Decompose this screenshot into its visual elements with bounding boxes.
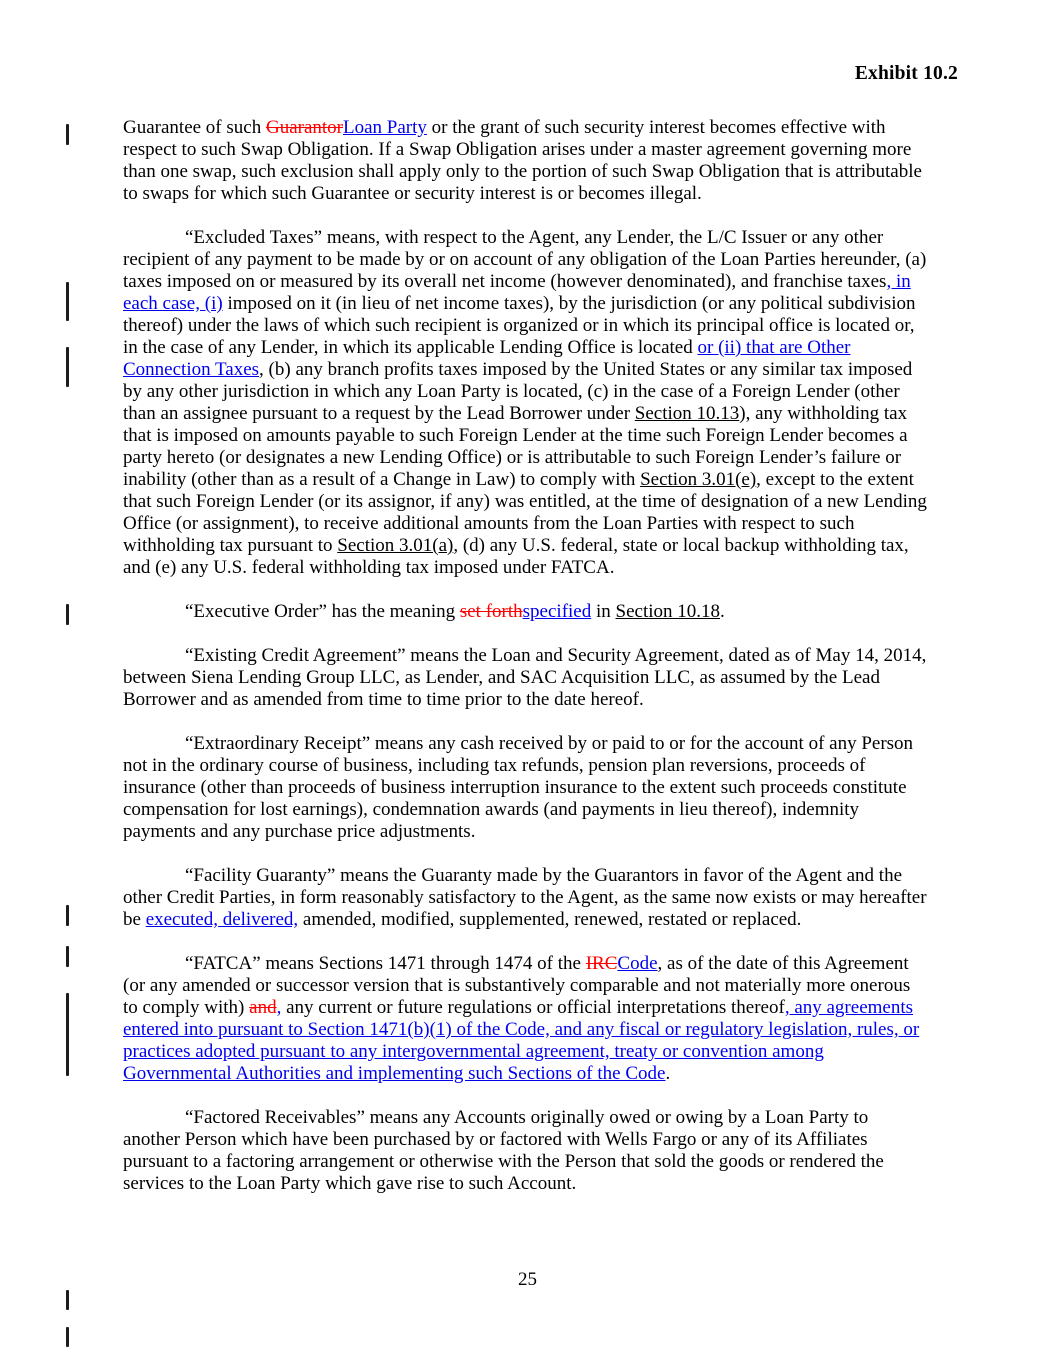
text-run: “FATCA” means Sections 1471 through 1474 of the xyxy=(185,953,586,974)
paragraph xyxy=(123,227,929,579)
deleted-text: IRC xyxy=(585,953,618,974)
change-bar xyxy=(66,946,69,967)
deleted-text: set forth xyxy=(459,601,523,622)
text-run: , except to the extent that such Foreign Lender (or its assignor, if any) was entitled, at the time of designation of a new Lending Office (or assignment), to receive additional amounts from the Loan Parties with respect to such withholding tax pursuant to xyxy=(123,469,927,556)
change-bar xyxy=(66,905,69,926)
text-run: imposed on it (in lieu of net income taxes), by the jurisdiction (or any political subdivision thereof) under the laws of which such recipient is organized or in which its principal office is located or, in the case of any Lender, in which its applicable Lending Office is located xyxy=(123,293,916,358)
text-run: “Facility Guaranty” means the Guaranty made by the Guarantors in favor of the Agent and the other Credit Parties, in form reasonably satisfactory to the Agent, as the same now exists or may hereafter be xyxy=(123,865,927,930)
text-run: , as of the date of this Agreement (or any amended or successor version that is substantively comparable and not materially more onerous to comply with) xyxy=(123,953,911,1018)
inserted-text: executed, delivered, xyxy=(145,909,299,930)
text-run: any current or future regulations or official interpretations thereof xyxy=(281,997,785,1018)
text-run: , (b) any branch profits taxes imposed by the United States or any similar tax imposed by any other jurisdiction in which any Loan Party is located, (c) in the case of a Foreign Lender (other than an assignee pursuant to a request by the Lead Borrower under xyxy=(123,359,913,424)
change-bar xyxy=(66,1290,69,1310)
text-run: “Excluded Taxes” means, with respect to the Agent, any Lender, the L/C Issuer or any other recipient of any payment to be made by or on account of any obligation of the Loan Parties hereunder, (a) taxes imposed on or measured by its overall net income (however denominated), and franchise taxes xyxy=(123,227,927,292)
paragraph xyxy=(123,645,929,711)
paragraph xyxy=(123,865,929,931)
change-bar xyxy=(66,282,69,321)
inserted-text: or (ii) that are Other Connection Taxes xyxy=(123,337,851,380)
inserted-text: specified xyxy=(522,601,592,622)
text-run: , (d) any U.S. federal, state or local backup withholding tax, and (e) any U.S. federal withholding tax imposed under FATCA. xyxy=(123,535,909,578)
paragraph xyxy=(123,953,929,1085)
inserted-text: , any agreements entered into pursuant to Section 1471(b)(1) of the Code, and any fiscal or regulatory legislation, rules, or practices adopted pursuant to any intergovernmental agreement, treaty or convention among Governmental Authorities and implementing such Sections of the Code xyxy=(123,997,920,1084)
inserted-text: , in each case, (i) xyxy=(123,271,911,314)
inserted-text: , xyxy=(276,997,282,1018)
text-run: “Factored Receivables” means any Accounts originally owed or owing by a Loan Party to another Person which have been purchased by or factored with Wells Fargo or any of its Affiliates pursuant to a factoring arrangement or otherwise with the Person that sold the goods or rendered the services to the Loan Party which gave rise to such Account. xyxy=(123,1107,884,1194)
change-bar xyxy=(66,347,69,387)
exhibit-label: Exhibit 10.2 xyxy=(854,63,958,84)
page-number: 25 xyxy=(518,1269,537,1290)
text-run: or the grant of such security interest becomes effective with respect to such Swap Obligation. If a Swap Obligation arises under a master agreement governing more than one swap, such exclusion shall apply only to the portion of such Swap Obligation that is attributable to swaps for which such Guarantee or security interest is or becomes illegal. xyxy=(123,117,922,204)
section-reference: Section 10.18 xyxy=(615,601,721,622)
section-reference: Section 3.01(e) xyxy=(640,469,757,490)
paragraph xyxy=(123,1107,929,1195)
inserted-text: Code xyxy=(617,953,658,974)
text-run: “Extraordinary Receipt” means any cash received by or paid to or for the account of any Person not in the ordinary course of business, including tax refunds, pension plan reversions, proceeds of insurance (other than proceeds of business interruption insurance to the extent such proceeds constitute compensation for lost earnings), condemnation awards (and payments in lieu thereof), indemnity payments and any purchase price adjustments. xyxy=(123,733,914,842)
paragraph xyxy=(123,733,929,843)
deleted-text: Guarantor xyxy=(265,117,343,138)
text-run: . xyxy=(720,601,725,622)
change-bar xyxy=(66,993,69,1076)
text-run: amended, modified, supplemented, renewed, restated or replaced. xyxy=(298,909,802,930)
text-run: “Executive Order” has the meaning xyxy=(185,601,460,622)
document-body xyxy=(123,117,929,1217)
section-reference: Section 10.13 xyxy=(634,403,740,424)
deleted-text: and xyxy=(249,997,277,1018)
change-bar xyxy=(66,604,69,625)
change-bar xyxy=(66,1327,69,1347)
text-run: in xyxy=(591,601,616,622)
paragraph xyxy=(123,117,929,205)
text-run: Guarantee of such xyxy=(123,117,266,138)
paragraph xyxy=(123,601,929,623)
inserted-text: Loan Party xyxy=(343,117,427,138)
text-run: ), any withholding tax that is imposed on amounts payable to such Foreign Lender at the time such Foreign Lender becomes a party hereto (or designates a new Lending Office) or is attributable to such Foreign Lender’s failure or inability (other than as a result of a Change in Law) to comply with xyxy=(123,403,908,490)
change-bar xyxy=(66,124,69,145)
text-run: . xyxy=(665,1063,671,1084)
section-reference: Section 3.01(a) xyxy=(337,535,454,556)
text-run: “Existing Credit Agreement” means the Loan and Security Agreement, dated as of May 14, 2014, between Siena Lending Group LLC, as Lender, and SAC Acquisition LLC, as assumed by the Lead Borrower and as amended from time to time prior to the date hereof. xyxy=(123,645,927,710)
